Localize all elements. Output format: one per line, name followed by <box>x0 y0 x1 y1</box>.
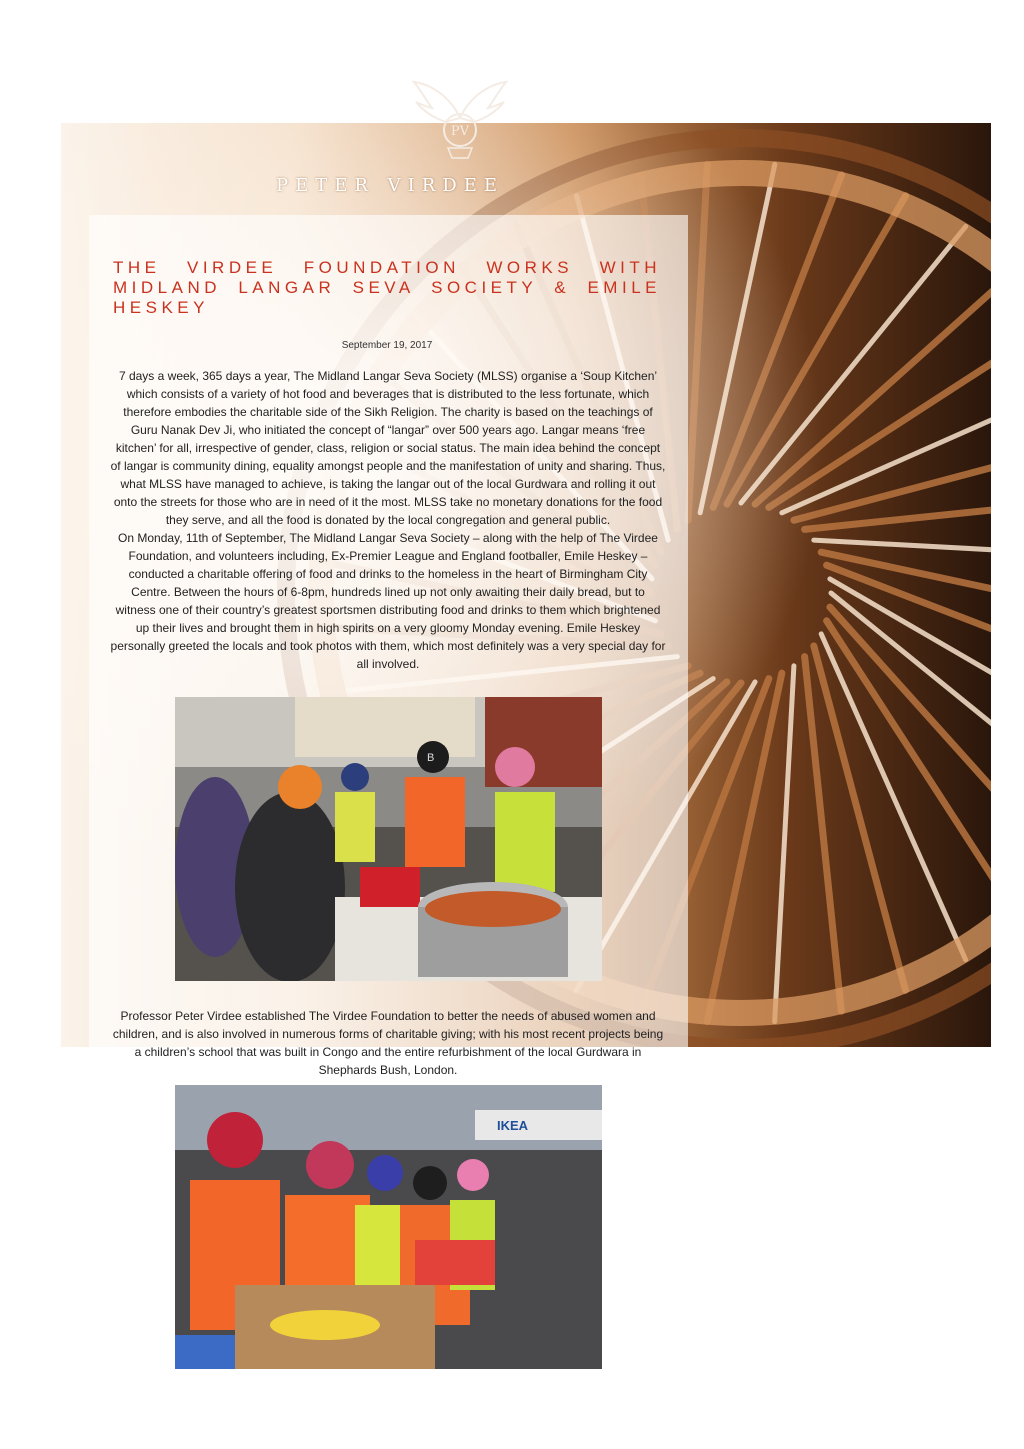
svg-text:B: B <box>427 752 435 764</box>
article-paragraph-1: 7 days a week, 365 days a year, The Midland Langar Seva Society (MLSS) organise a ‘Soup Kitchen’ which consists of a variety of hot food and beverages that is distributed to the less fortunate, which therefore embodies the charitable side of the Sikh Religion. The charity is based on the teachings of Guru Nanak Dev Ji, who initiated the concept of “langar” over 500 years ago. Langar means ‘free kitchen’ for all, irrespective of gender, class, religion or social status. The main idea behind the concept of langar is community dining, equality amongst people and the manifestation of unity and sharing. Thus, what MLSS have managed to achieve, is taking the langar out of the local Gurdwara and rolling it out onto the streets for those who are in need of it the most. MLSS take no monetary donations for the food they serve, and all the food is donated by the local congregation and general public. <box>110 369 666 527</box>
article-paragraph-2: On Monday, 11th of September, The Midland Langar Seva Society – along with the help of The Virdee Foundation, and volunteers including, Ex-Premier League and England footballer, Emile Heskey – conducted a charitable offering of food and drinks to the homeless in the heart of Birmingham City Centre. Between the hours of 6-8pm, hundreds lined up not only awaiting their daily bread, but to witness one of their country’s greatest sportsmen distributing food and drinks to them which brightened up their lives and brought them in high spirits on a very gloomy Monday evening. Emile Heskey personally greeted the locals and took photos with them, which most definitely was a very special day for all involved. <box>110 531 666 671</box>
winged-crest-icon <box>410 78 510 163</box>
photo-volunteers-group <box>175 1085 602 1369</box>
article-body <box>110 367 666 673</box>
photo-langar-serving <box>175 697 602 981</box>
article-date: September 19, 2017 <box>341 340 433 351</box>
article-title: THE VIRDEE FOUNDATION WORKS WITH MIDLAND LANGAR SEVA SOCIETY & EMILE HESKEY <box>113 258 661 317</box>
article-paragraph-3: Professor Peter Virdee established The Virdee Foundation to better the needs of abused women and children, and is also involved in numerous forms of charitable giving; with his most recent projects being a children’s school that was built in Congo and the entire refurbishment of the local Gurdwara in Shephards Bush, London. <box>112 1009 664 1077</box>
svg-text:IKEA: IKEA <box>497 1118 529 1133</box>
brand-name: PETER VIRDEE <box>275 175 505 196</box>
svg-text:PV: PV <box>450 124 470 139</box>
